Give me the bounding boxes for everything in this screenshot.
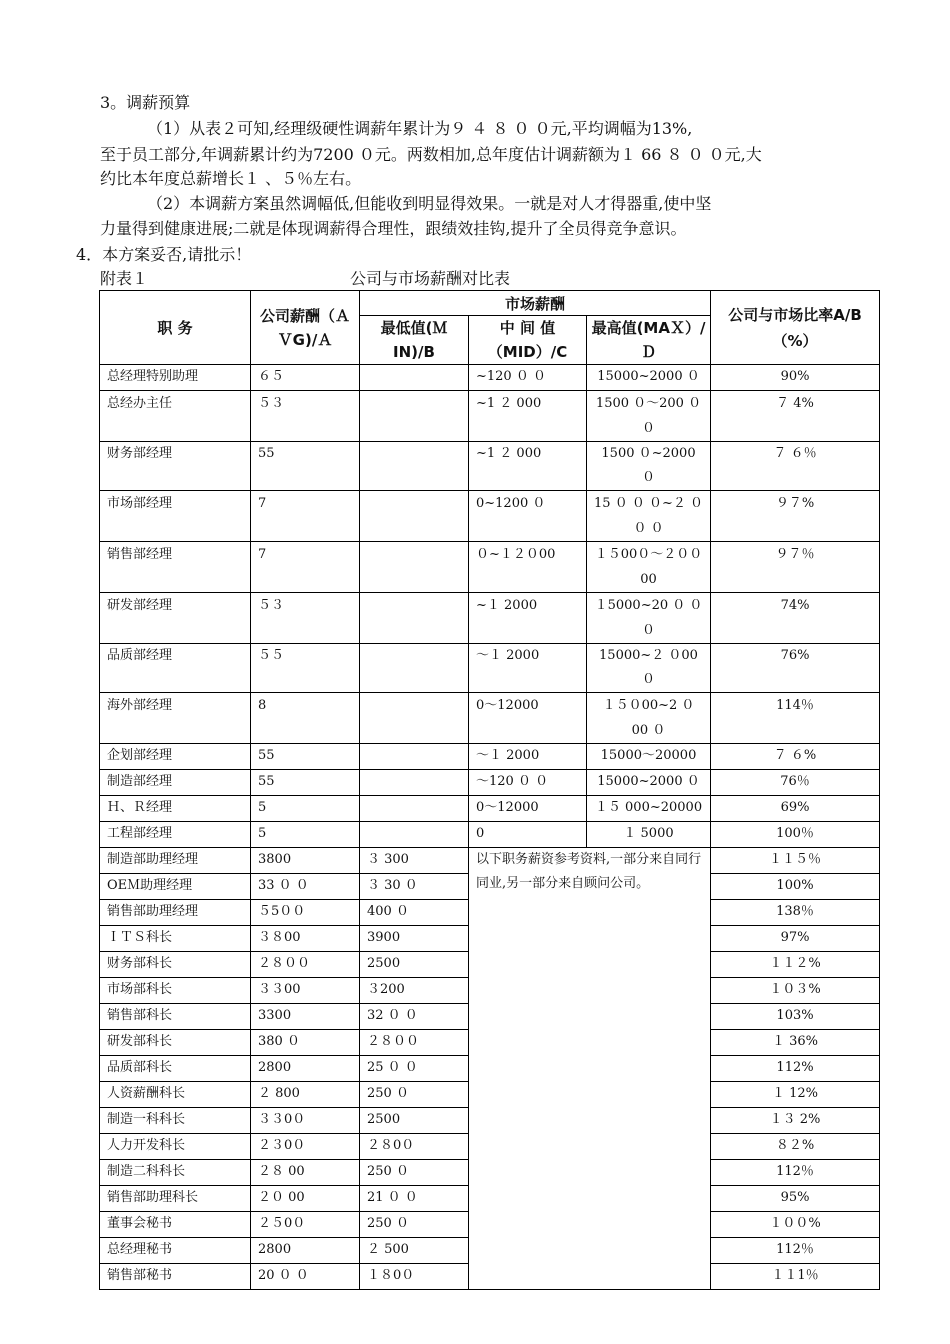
company-pay-cell: 55 [251,770,360,796]
table-row [100,542,880,593]
table-row [100,822,880,848]
position-cell: 人力开发科长 [100,1134,251,1160]
ratio-cell: 76% [711,644,880,693]
company-pay-cell: ２８ 00 [251,1160,360,1186]
header-max: 最高值(MAＸ）/Ｄ [587,316,711,365]
min-cell [360,796,469,822]
max-cell: １ 5000 [587,822,711,848]
company-pay-cell: ５5００ [251,900,360,926]
min-cell [360,770,469,796]
min-cell [360,391,469,442]
header-company-pay: 公司薪酬（ＡＶG)/Ａ [251,291,360,365]
position-cell: 销售部科长 [100,1004,251,1030]
max-cell: 15 ０ ０ ０~２ ０ ０ ０ [587,491,711,542]
max-cell: １5000~20 ０ ０ ０ [587,593,711,644]
min-cell: 250 ０ [360,1160,469,1186]
position-cell: 制造二科科长 [100,1160,251,1186]
position-cell: 品质部经理 [100,644,251,693]
max-cell: 15000~2000 ０ [587,365,711,391]
mid-cell: 0～12000 [469,796,587,822]
ratio-cell: 138％ [711,900,880,926]
paragraph-1-line-1: （1）从表２可知,经理级硬性调薪年累计为９ ４ ８ ０ ０元,平均调幅为13%, [147,119,693,138]
min-cell: ３ 30 ０ [360,874,469,900]
ratio-cell: ９７％ [711,542,880,593]
max-cell: 15000~２ ０00 ０ [587,644,711,693]
position-cell: 销售部助理经理 [100,900,251,926]
company-pay-cell: 3300 [251,1004,360,1030]
ratio-cell: 112％ [711,1160,880,1186]
max-cell: １５ 000~20000 [587,796,711,822]
min-cell: 32 ０ ０ [360,1004,469,1030]
company-pay-cell: 7 [251,542,360,593]
position-cell: 制造一科科长 [100,1108,251,1134]
mid-cell: ~120 ０ ０ [469,365,587,391]
company-pay-cell: ２０ 00 [251,1186,360,1212]
min-cell: ３200 [360,978,469,1004]
company-pay-cell: 8 [251,693,360,744]
company-pay-cell: ３３00 [251,978,360,1004]
min-cell: ３ 300 [360,848,469,874]
company-pay-cell: ６５ [251,365,360,391]
max-cell: 15000~2000 ０ [587,770,711,796]
position-cell: 总经理秘书 [100,1238,251,1264]
company-pay-cell: 380 ０ [251,1030,360,1056]
company-pay-cell: ２８００ [251,952,360,978]
ratio-cell: 69% [711,796,880,822]
ratio-cell: １１５％ [711,848,880,874]
position-cell: 研发部经理 [100,593,251,644]
position-cell: 财务部经理 [100,442,251,491]
min-cell: 250 ０ [360,1082,469,1108]
position-cell: 总经理特别助理 [100,365,251,391]
max-cell: １５00０～２００ 00 [587,542,711,593]
mid-cell: 0～12000 [469,693,587,744]
table-title: 公司与市场薪酬对比表 [350,269,511,288]
min-cell: ２８0０ [360,1134,469,1160]
mid-cell: ~１ 2000 [469,593,587,644]
max-cell: 1500 ０~2000 ０ [587,442,711,491]
company-pay-cell: ２３0０ [251,1134,360,1160]
position-cell: ＩＴＳ科长 [100,926,251,952]
ratio-cell: ７ ６％ [711,442,880,491]
max-cell: 15000～20000 [587,744,711,770]
ratio-cell: １１２% [711,952,880,978]
position-cell: 总经办主任 [100,391,251,442]
mid-cell: ~1 ２ 000 [469,391,587,442]
header-market-pay: 市场薪酬 [360,291,711,316]
table-row [100,442,880,491]
company-pay-cell: ３８00 [251,926,360,952]
table-row [100,744,880,770]
min-cell: 25 ０ ０ [360,1056,469,1082]
company-pay-cell: ５３ [251,593,360,644]
position-cell: OEＭ助理经理 [100,874,251,900]
ratio-cell: １ 36% [711,1030,880,1056]
paragraph-1-line-3: 约比本年度总薪增长１ 、５％左右。 [100,169,362,188]
ratio-cell: 112% [711,1056,880,1082]
mid-cell: 0~1200 ０ [469,491,587,542]
company-pay-cell: 5 [251,822,360,848]
mid-cell: ～１ 2000 [469,744,587,770]
min-cell: 400 ０ [360,900,469,926]
min-cell [360,593,469,644]
table-row [100,391,880,442]
company-pay-cell: ２ 800 [251,1082,360,1108]
min-cell: １８0０ [360,1264,469,1290]
table-row [100,365,880,391]
company-pay-cell: 2800 [251,1056,360,1082]
ratio-cell: １３ 2% [711,1108,880,1134]
max-cell: １５０00~2 ０ 00 ０ [587,693,711,744]
header-position: 职 务 [100,291,251,365]
position-cell: 企划部经理 [100,744,251,770]
header-ratio: 公司与市场比率A/B（%） [711,291,880,365]
ratio-cell: ７ ６% [711,744,880,770]
ratio-cell: 103% [711,1004,880,1030]
paragraph-1-line-2: 至于员工部分,年调薪累计约为7200 ０元。两数相加,总年度估计调薪额为１ 66 ８ ０ ０元,大 [100,145,762,164]
table-row [100,796,880,822]
company-pay-cell: 2800 [251,1238,360,1264]
company-pay-cell: 20 ０ ０ [251,1264,360,1290]
header-mid: 中 间 值（MID）/C [469,316,587,365]
salary-comparison-table [99,290,880,1290]
min-cell: ２８００ [360,1030,469,1056]
position-cell: 制造部助理经理 [100,848,251,874]
ratio-cell: １１1％ [711,1264,880,1290]
min-cell [360,491,469,542]
ratio-cell: 97% [711,926,880,952]
min-cell [360,542,469,593]
min-cell: ２ 500 [360,1238,469,1264]
company-pay-cell: 3800 [251,848,360,874]
min-cell [360,365,469,391]
min-cell: 21 ０ ０ [360,1186,469,1212]
position-cell: Ｈ、Ｒ经理 [100,796,251,822]
table-row [100,770,880,796]
ratio-cell: 76％ [711,770,880,796]
paragraph-2-line-1: （2）本调薪方案虽然调幅低,但能收到明显得效果。一就是对人才得器重,使中坚 [147,194,712,213]
paragraph-2-line-2: 力量得到健康进展;二就是体现调薪得合理性，跟绩效挂钩,提升了全员得竞争意识。 [100,219,687,238]
position-cell: 研发部科长 [100,1030,251,1056]
ratio-cell: １ 12% [711,1082,880,1108]
mid-cell: ~1 ２ 000 [469,442,587,491]
company-pay-cell: 33 ０ ０ [251,874,360,900]
position-cell: 海外部经理 [100,693,251,744]
mid-cell: ～120 ０ ０ [469,770,587,796]
position-cell: 财务部科长 [100,952,251,978]
company-pay-cell: 55 [251,442,360,491]
ratio-cell: 90% [711,365,880,391]
table-row [100,693,880,744]
reference-note: 以下职务薪资参考资料,一部分来自同行同业,另一部分来自顾问公司。 [469,848,711,1290]
position-cell: 销售部助理科长 [100,1186,251,1212]
ratio-cell: 74% [711,593,880,644]
company-pay-cell: 55 [251,744,360,770]
min-cell: 250 ０ [360,1212,469,1238]
table-row [100,644,880,693]
ratio-cell: １０３% [711,978,880,1004]
position-cell: 工程部经理 [100,822,251,848]
position-cell: 品质部科长 [100,1056,251,1082]
max-cell: 1500 ０～200 ０ ０ [587,391,711,442]
section-heading: 3。调薪预算 [100,93,191,112]
min-cell: 2500 [360,1108,469,1134]
min-cell [360,693,469,744]
min-cell [360,744,469,770]
min-cell [360,644,469,693]
position-cell: 销售部经理 [100,542,251,593]
table-row [100,593,880,644]
position-cell: 董事会秘书 [100,1212,251,1238]
mid-cell: 0 [469,822,587,848]
mid-cell: ～１ 2000 [469,644,587,693]
min-cell: 3900 [360,926,469,952]
header-min: 最低值(ＭIN)/B [360,316,469,365]
ratio-cell: １００% [711,1212,880,1238]
ratio-cell: ７ 4% [711,391,880,442]
company-pay-cell: ３３0０ [251,1108,360,1134]
position-cell: 销售部秘书 [100,1264,251,1290]
table-row [100,848,880,874]
position-cell: 市场部经理 [100,491,251,542]
company-pay-cell: 7 [251,491,360,542]
position-cell: 市场部科长 [100,978,251,1004]
ratio-cell: 95% [711,1186,880,1212]
approval-request: 4．本方案妥否,请批示！ [76,245,252,264]
position-cell: 人资薪酬科长 [100,1082,251,1108]
ratio-cell: 100% [711,874,880,900]
appendix-label: 附表１ [100,269,149,288]
position-cell: 制造部经理 [100,770,251,796]
company-pay-cell: 5 [251,796,360,822]
table-row [100,491,880,542]
ratio-cell: 112％ [711,1238,880,1264]
ratio-cell: 100％ [711,822,880,848]
ratio-cell: 114％ [711,693,880,744]
min-cell: 2500 [360,952,469,978]
ratio-cell: ９７% [711,491,880,542]
min-cell [360,442,469,491]
company-pay-cell: ５３ [251,391,360,442]
ratio-cell: ８２% [711,1134,880,1160]
company-pay-cell: ５５ [251,644,360,693]
company-pay-cell: ２５0０ [251,1212,360,1238]
mid-cell: ０~１２０00 [469,542,587,593]
min-cell [360,822,469,848]
